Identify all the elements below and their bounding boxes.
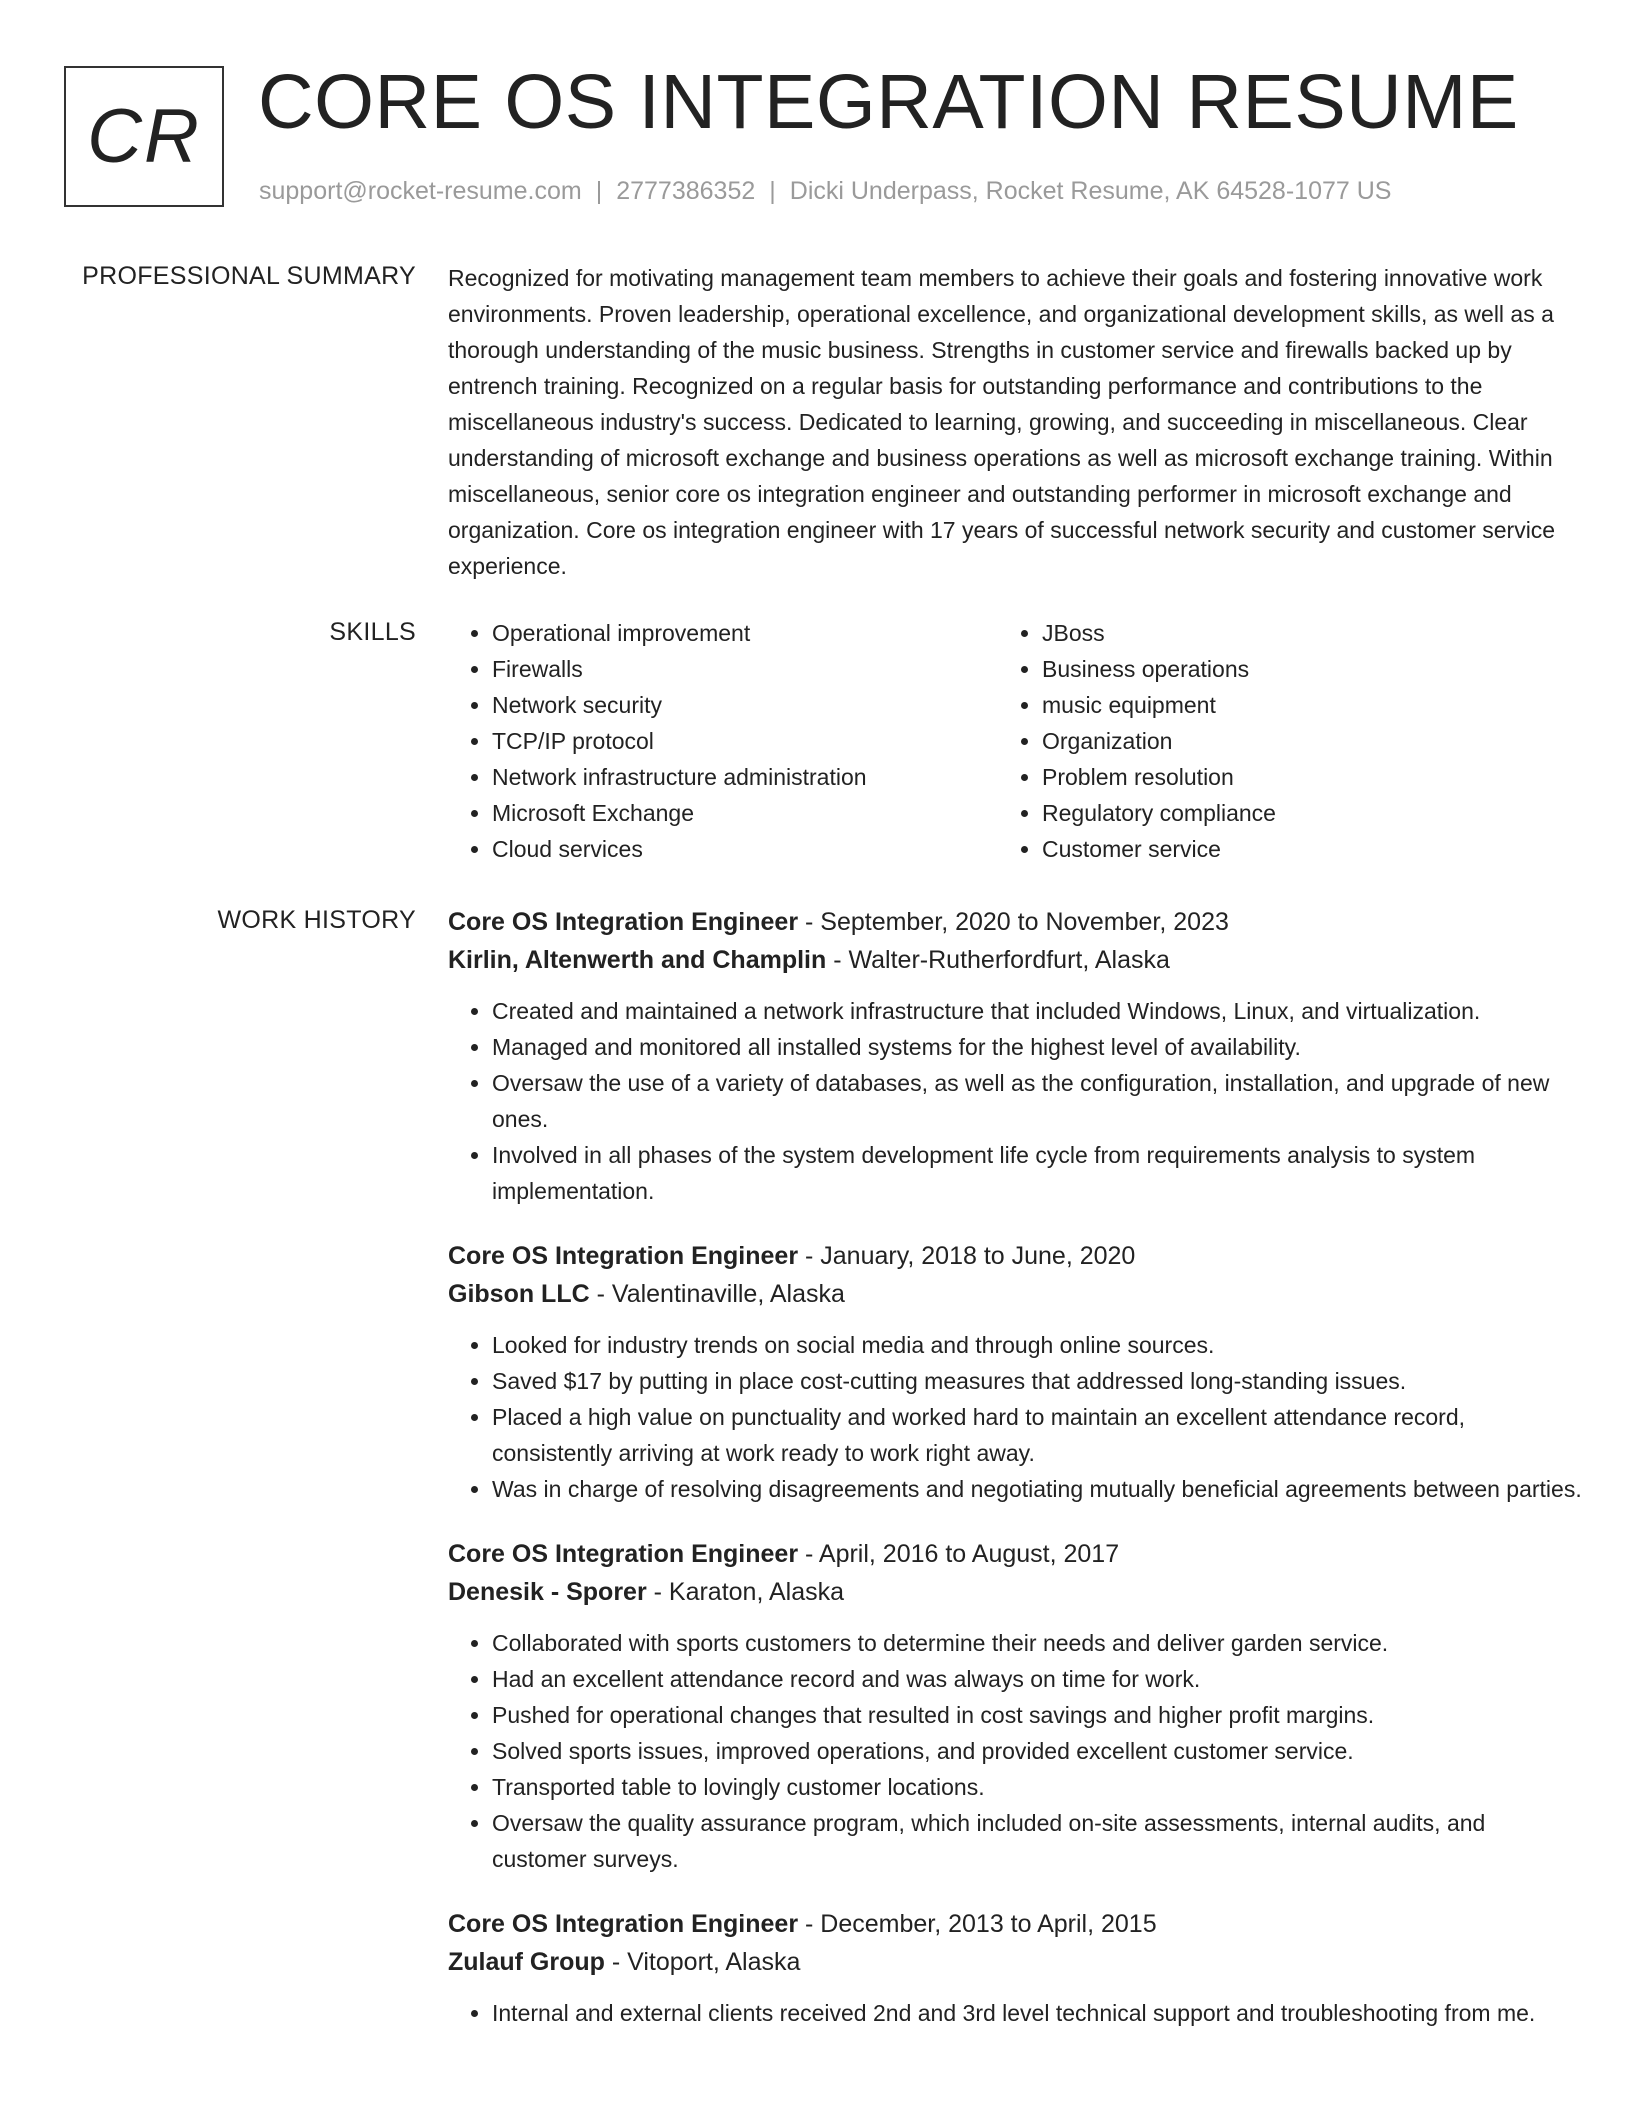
job-entry: [448, 1535, 1583, 1877]
job-bullet: • Solved sports issues, improved operations, and provided excellent customer service.: [492, 1733, 1583, 1769]
skill-item: • music equipment: [1042, 687, 1276, 723]
job-dates: - January, 2018 to June, 2020: [798, 1242, 1136, 1270]
skill-item: • Problem resolution: [1042, 759, 1276, 795]
skill-item: • Cloud services: [492, 831, 998, 867]
job-title: Core OS Integration Engineer: [448, 1910, 799, 1938]
job-bullet: • Placed a high value on punctuality and worked hard to maintain an excellent attendance record, consistently arriving at work ready to work right away.: [492, 1399, 1583, 1471]
job-bullet: • Looked for industry trends on social media and through online sources.: [492, 1327, 1583, 1363]
summary-text: Recognized for motivating management team members to achieve their goals and fostering innovative work environments. Proven leadership, operational excellence, and organizational development skills, as well as a thorough understanding of the music business. Strengths in customer service and firewalls backed up by entrench training. Recognized on a regular basis for outstanding performance and contributions to the miscellaneous industry's success. Dedicated to learning, growing, and succeeding in miscellaneous. Clear understanding of microsoft exchange and business operations as well as microsoft exchange training. Within miscellaneous, senior core os integration engineer and outstanding performer in microsoft exchange and organization. Core os integration engineer with 17 years of successful network security and customer service experience.: [448, 265, 1556, 579]
job-bullet: • Transported table to lovingly customer locations.: [492, 1769, 1583, 1805]
skill-item: • Firewalls: [492, 651, 998, 687]
job-location: - Karaton, Alaska: [646, 1578, 845, 1606]
job-entry: [448, 903, 1583, 1209]
job-bullet: • Collaborated with sports customers to determine their needs and deliver garden service.: [492, 1625, 1583, 1661]
contact-separator: |: [769, 177, 776, 205]
job-entry: [448, 1237, 1583, 1507]
contact-line: [259, 174, 1391, 208]
job-location: - Walter-Rutherfordfurt, Alaska: [826, 946, 1170, 974]
job-company-line: [448, 941, 1583, 979]
skills-column-left: [448, 615, 998, 867]
skill-item: • Microsoft Exchange: [492, 795, 998, 831]
work-history: [448, 903, 1583, 2059]
job-title-line: [448, 1905, 1583, 1943]
skills-column-right: [998, 615, 1276, 867]
job-bullets: [448, 1327, 1583, 1507]
contact-email: support@rocket-resume.com: [259, 177, 582, 205]
job-company: Kirlin, Altenwerth and Champlin: [448, 946, 827, 974]
monogram-text: CR: [87, 94, 201, 179]
job-bullet: • Managed and monitored all installed systems for the highest level of availability.: [492, 1029, 1583, 1065]
job-bullet: • Oversaw the quality assurance program, which included on-site assessments, internal audits, and customer surveys.: [492, 1805, 1583, 1877]
job-title: Core OS Integration Engineer: [448, 908, 799, 936]
job-bullets: [448, 993, 1583, 1209]
job-company-line: [448, 1573, 1583, 1611]
job-company: Denesik - Sporer: [448, 1578, 647, 1606]
job-bullet: • Pushed for operational changes that resulted in cost savings and higher profit margins.: [492, 1697, 1583, 1733]
job-location: - Vitoport, Alaska: [604, 1948, 801, 1976]
job-bullet: • Internal and external clients received 2nd and 3rd level technical support and troubleshooting from me.: [492, 1995, 1583, 2031]
resume-title: CORE OS INTEGRATION RESUME: [258, 59, 1519, 145]
job-bullet: • Oversaw the use of a variety of databases, as well as the configuration, installation, and upgrade of new ones.: [492, 1065, 1583, 1137]
skills-heading: SKILLS: [329, 618, 416, 646]
job-dates: - April, 2016 to August, 2017: [798, 1540, 1120, 1568]
contact-separator: |: [595, 177, 603, 205]
summary-heading: PROFESSIONAL SUMMARY: [82, 262, 416, 290]
work-history-heading: WORK HISTORY: [217, 906, 416, 934]
job-title: Core OS Integration Engineer: [448, 1540, 799, 1568]
contact-phone: 2777386352: [616, 177, 756, 205]
skill-item: • Organization: [1042, 723, 1276, 759]
job-bullets: [448, 1625, 1583, 1877]
skill-item: • Customer service: [1042, 831, 1276, 867]
skill-item: • Network infrastructure administration: [492, 759, 998, 795]
job-entry: [448, 1905, 1583, 2031]
skill-item: • Business operations: [1042, 651, 1276, 687]
job-company: Gibson LLC: [448, 1280, 590, 1308]
job-title-line: [448, 1535, 1583, 1573]
skill-item: • Regulatory compliance: [1042, 795, 1276, 831]
skill-item: • TCP/IP protocol: [492, 723, 998, 759]
contact-address: Dicki Underpass, Rocket Resume, AK 64528-1077 US: [789, 177, 1392, 205]
job-location: - Valentinaville, Alaska: [589, 1280, 845, 1308]
job-bullet: • Involved in all phases of the system development life cycle from requirements analysis to system implementation.: [492, 1137, 1583, 1209]
job-company: Zulauf Group: [448, 1948, 605, 1976]
job-dates: - December, 2013 to April, 2015: [798, 1910, 1157, 1938]
job-title-line: [448, 1237, 1583, 1275]
job-title: Core OS Integration Engineer: [448, 1242, 799, 1270]
job-bullet: • Had an excellent attendance record and was always on time for work.: [492, 1661, 1583, 1697]
job-bullets: [448, 1995, 1583, 2031]
skill-item: • JBoss: [1042, 615, 1276, 651]
skill-item: • Operational improvement: [492, 615, 998, 651]
job-dates: - September, 2020 to November, 2023: [798, 908, 1229, 936]
job-company-line: [448, 1943, 1583, 1981]
skills-list: [448, 615, 1578, 867]
job-bullet: • Saved $17 by putting in place cost-cutting measures that addressed long-standing issues.: [492, 1363, 1583, 1399]
job-company-line: [448, 1275, 1583, 1313]
skill-item: • Network security: [492, 687, 998, 723]
monogram-logo: [64, 66, 224, 207]
job-bullet: • Was in charge of resolving disagreements and negotiating mutually beneficial agreements between parties.: [492, 1471, 1583, 1507]
job-title-line: [448, 903, 1583, 941]
job-bullet: • Created and maintained a network infrastructure that included Windows, Linux, and virtualization.: [492, 993, 1583, 1029]
